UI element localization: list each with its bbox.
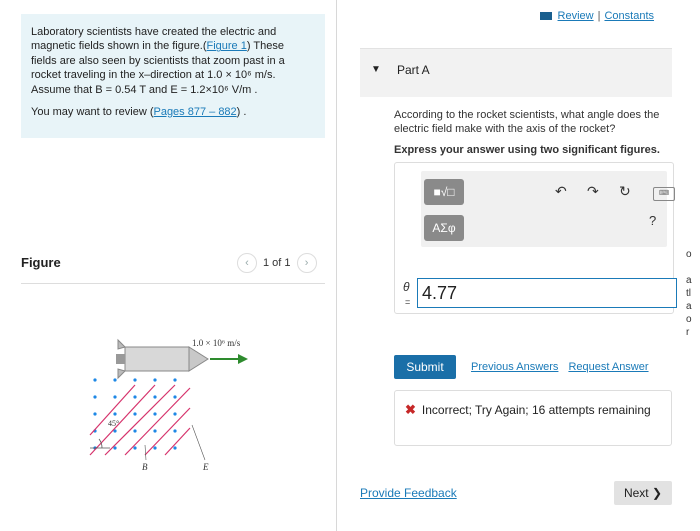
figure-title: Figure	[21, 255, 61, 270]
redo-icon[interactable]: ↷	[587, 183, 599, 199]
review-text: You may want to review (	[31, 106, 154, 119]
answer-input[interactable]: 4.77	[417, 278, 677, 308]
side-letter: o	[686, 314, 692, 325]
velocity-label: 1.0 × 10⁶ m/s	[192, 338, 241, 348]
answer-box	[394, 162, 674, 314]
problem-text: magnetic fields shown in the figure.(	[31, 40, 207, 53]
constants-link[interactable]: Constants	[604, 10, 654, 22]
side-letter: r	[686, 327, 690, 338]
symbols-button[interactable]: ΑΣφ	[424, 215, 464, 241]
problem-text: Assume that B = 0.54 T and E = 1.2×10⁶ V/m .	[31, 83, 258, 96]
equals-sign: =	[405, 297, 411, 307]
pager-count: 1 of 1	[263, 257, 291, 269]
next-button[interactable]: Next ❯	[614, 481, 672, 505]
help-button[interactable]: ?	[649, 213, 657, 228]
review-link[interactable]: Review	[557, 10, 594, 22]
submit-button[interactable]: Submit	[394, 355, 456, 379]
pages-link[interactable]: Pages 877 – 882	[153, 106, 237, 119]
question-text: According to the rocket scientists, what angle does the electric field make with the axis of the rocket?	[394, 109, 660, 135]
previous-answers-link[interactable]: Previous Answers	[471, 361, 559, 373]
review-text: ) .	[236, 106, 247, 119]
chevron-right-icon: ›	[304, 257, 309, 269]
chevron-left-icon: ‹	[245, 257, 249, 269]
side-letter: tl	[686, 288, 691, 299]
clipped-side-text	[686, 248, 692, 339]
side-letter: a	[686, 275, 692, 286]
prev-figure-button[interactable]	[237, 253, 257, 273]
variable-label: θ	[403, 280, 410, 294]
figure-pager	[237, 253, 317, 273]
part-title: Part A	[397, 63, 430, 77]
instruction-text: Express your answer using two significant figures.	[394, 144, 660, 156]
left-panel	[0, 0, 336, 531]
arrowhead-icon	[238, 354, 248, 364]
side-letter	[686, 261, 692, 274]
action-row	[394, 355, 649, 379]
nav-separator: |	[597, 10, 601, 22]
reset-icon[interactable]: ↻	[619, 183, 631, 199]
result-text: Incorrect; Try Again; 16 attempts remaining	[421, 403, 651, 417]
top-nav	[540, 10, 654, 22]
next-figure-button[interactable]	[297, 253, 317, 273]
provide-feedback-link[interactable]: Provide Feedback	[360, 486, 457, 500]
figure-header	[21, 253, 325, 284]
problem-text: rocket traveling in the x–direction at 1.0 × 10⁶ m/s.	[31, 69, 276, 82]
caret-down-icon: ▼	[371, 64, 381, 75]
e-label: E	[203, 462, 209, 472]
x-icon: ✖	[405, 402, 416, 417]
problem-text: Laboratory scientists have created the electric and	[31, 26, 277, 38]
problem-text: ) These	[246, 40, 284, 53]
result-message	[394, 390, 672, 446]
keyboard-icon[interactable]: ⌨	[653, 187, 675, 201]
problem-text: fields are also seen by scientists that zoom past in a	[31, 54, 285, 67]
templates-button[interactable]: ■√□	[424, 179, 464, 205]
physics-figure	[80, 330, 280, 480]
problem-statement	[21, 14, 325, 138]
book-icon	[540, 12, 552, 20]
undo-icon[interactable]: ↶	[555, 183, 567, 199]
side-letter: a	[686, 301, 692, 312]
figure-link[interactable]: Figure 1	[206, 40, 247, 53]
b-label: B	[142, 462, 148, 472]
side-letter: o	[686, 249, 692, 260]
request-answer-link[interactable]: Request Answer	[568, 361, 649, 373]
b-leader	[145, 445, 146, 460]
part-a-header[interactable]	[360, 48, 672, 97]
angle-label: 45°	[108, 419, 120, 428]
e-leader	[192, 425, 205, 460]
math-toolbar	[421, 171, 670, 247]
right-panel	[337, 0, 700, 531]
